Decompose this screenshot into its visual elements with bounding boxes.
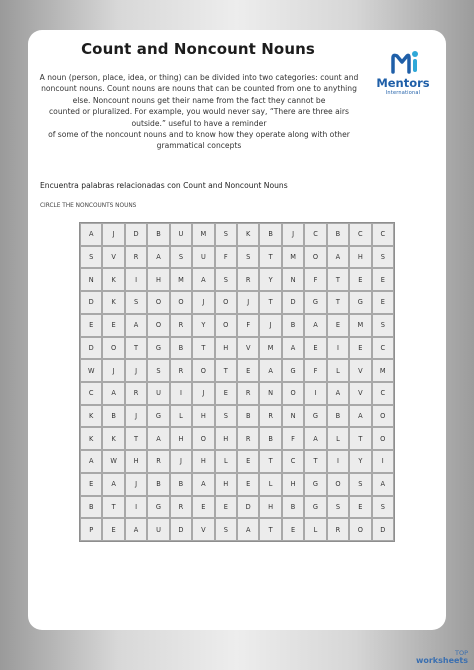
grid-cell[interactable]: U — [147, 518, 169, 541]
grid-cell[interactable]: M — [372, 359, 394, 382]
grid-cell[interactable]: S — [349, 473, 371, 496]
grid-cell[interactable]: T — [259, 291, 281, 314]
grid-cell[interactable]: A — [147, 246, 169, 269]
grid-cell[interactable]: R — [147, 450, 169, 473]
grid-cell[interactable]: B — [259, 427, 281, 450]
grid-cell[interactable]: P — [80, 518, 102, 541]
grid-cell[interactable]: L — [327, 359, 349, 382]
grid-cell[interactable]: E — [215, 496, 237, 519]
grid-cell[interactable]: H — [125, 450, 147, 473]
grid-cell[interactable]: M — [349, 314, 371, 337]
grid-cell[interactable]: S — [147, 359, 169, 382]
grid-cell[interactable]: H — [147, 268, 169, 291]
grid-cell[interactable]: L — [327, 427, 349, 450]
grid-cell[interactable]: J — [282, 223, 304, 246]
page-title: Count and Noncount Nouns — [81, 40, 315, 58]
grid-cell[interactable]: L — [259, 473, 281, 496]
logo-name: Mentors — [376, 76, 430, 90]
grid-cell[interactable]: A — [237, 518, 259, 541]
intro-line: counted or pluralized. For example, you would never say, “There are three airs — [49, 107, 349, 117]
grid-cell[interactable]: D — [80, 337, 102, 360]
grid-cell[interactable]: H — [215, 473, 237, 496]
grid-cell[interactable]: G — [349, 291, 371, 314]
grid-cell[interactable]: S — [80, 246, 102, 269]
grid-cell[interactable]: V — [349, 359, 371, 382]
grid-cell[interactable]: S — [327, 496, 349, 519]
grid-cell[interactable]: E — [349, 268, 371, 291]
grid-cell[interactable]: B — [327, 223, 349, 246]
grid-cell[interactable]: E — [372, 268, 394, 291]
grid-cell[interactable]: B — [147, 473, 169, 496]
grid-cell[interactable]: T — [102, 496, 124, 519]
grid-cell[interactable]: H — [215, 337, 237, 360]
grid-cell[interactable]: F — [237, 314, 259, 337]
grid-cell[interactable]: G — [147, 337, 169, 360]
grid-cell[interactable]: O — [215, 314, 237, 337]
logo-subtitle: International — [385, 90, 421, 96]
grid-cell[interactable]: H — [349, 246, 371, 269]
grid-cell[interactable]: Y — [192, 314, 214, 337]
grid-cell[interactable]: E — [102, 314, 124, 337]
grid-cell[interactable]: R — [237, 382, 259, 405]
grid-cell[interactable]: R — [170, 496, 192, 519]
grid-cell[interactable]: N — [282, 405, 304, 428]
grid-cell[interactable]: S — [170, 246, 192, 269]
grid-cell[interactable]: S — [372, 314, 394, 337]
grid-cell[interactable]: O — [192, 427, 214, 450]
grid-cell[interactable]: T — [259, 450, 281, 473]
grid-cell[interactable]: H — [192, 405, 214, 428]
grid-cell[interactable]: O — [215, 291, 237, 314]
grid-cell[interactable]: O — [327, 473, 349, 496]
grid-cell[interactable]: A — [102, 473, 124, 496]
grid-cell[interactable]: R — [170, 314, 192, 337]
grid-cell[interactable]: N — [259, 382, 281, 405]
grid-cell[interactable]: D — [170, 518, 192, 541]
grid-cell[interactable]: G — [147, 405, 169, 428]
grid-cell[interactable]: S — [125, 291, 147, 314]
grid-cell[interactable]: S — [215, 405, 237, 428]
grid-cell[interactable]: G — [304, 473, 326, 496]
grid-cell[interactable]: G — [304, 291, 326, 314]
grid-cell[interactable]: E — [282, 518, 304, 541]
grid-cell[interactable]: N — [80, 268, 102, 291]
grid-cell[interactable]: B — [147, 223, 169, 246]
grid-cell[interactable]: I — [304, 382, 326, 405]
grid-cell[interactable]: M — [192, 223, 214, 246]
grid-cell[interactable]: O — [304, 246, 326, 269]
grid-cell[interactable]: E — [304, 337, 326, 360]
grid-cell[interactable]: C — [372, 223, 394, 246]
grid-cell[interactable]: A — [102, 382, 124, 405]
grid-cell[interactable]: J — [102, 359, 124, 382]
grid-cell[interactable]: H — [215, 427, 237, 450]
grid-cell[interactable]: R — [125, 382, 147, 405]
grid-cell[interactable]: J — [237, 291, 259, 314]
grid-cell[interactable]: B — [327, 405, 349, 428]
grid-cell[interactable]: Y — [349, 450, 371, 473]
grid-cell[interactable]: A — [147, 427, 169, 450]
grid-cell[interactable]: C — [282, 450, 304, 473]
grid-cell[interactable]: A — [349, 405, 371, 428]
grid-cell[interactable]: W — [80, 359, 102, 382]
grid-cell[interactable]: T — [304, 450, 326, 473]
grid-cell[interactable]: I — [125, 268, 147, 291]
grid-cell[interactable]: U — [170, 223, 192, 246]
grid-cell[interactable]: G — [304, 405, 326, 428]
grid-cell[interactable]: B — [237, 405, 259, 428]
grid-cell[interactable]: I — [170, 382, 192, 405]
grid-cell[interactable]: G — [147, 496, 169, 519]
grid-cell[interactable]: A — [259, 359, 281, 382]
grid-cell[interactable]: K — [102, 427, 124, 450]
word-search-grid — [79, 222, 395, 542]
grid-cell[interactable]: I — [125, 496, 147, 519]
grid-cell[interactable]: R — [237, 268, 259, 291]
grid-cell[interactable]: A — [282, 337, 304, 360]
grid-cell[interactable]: J — [102, 223, 124, 246]
grid-cell[interactable]: B — [259, 223, 281, 246]
intro-line: noncount nouns. Count nouns are nouns that can be counted from one to anything — [41, 84, 357, 94]
grid-cell[interactable]: F — [215, 246, 237, 269]
grid-cell[interactable]: R — [259, 405, 281, 428]
grid-cell[interactable]: L — [304, 518, 326, 541]
activity-subtitle: Encuentra palabras relacionadas con Count and Noncount Nouns — [40, 181, 288, 190]
grid-cell[interactable]: V — [349, 382, 371, 405]
grid-cell[interactable]: R — [170, 359, 192, 382]
grid-cell[interactable]: E — [80, 473, 102, 496]
grid-cell[interactable]: N — [282, 268, 304, 291]
grid-cell[interactable]: M — [170, 268, 192, 291]
intro-line: of some of the noncount nouns and to know how they operate along with other — [48, 130, 350, 140]
grid-cell[interactable]: I — [327, 450, 349, 473]
grid-cell[interactable]: O — [170, 291, 192, 314]
grid-cell[interactable]: A — [192, 473, 214, 496]
grid-cell[interactable]: T — [327, 268, 349, 291]
intro-line: else. Noncount nouns get their name from the fact they cannot be — [72, 95, 326, 105]
grid-cell[interactable]: K — [80, 427, 102, 450]
grid-cell[interactable]: U — [147, 382, 169, 405]
grid-cell[interactable]: L — [170, 405, 192, 428]
grid-cell[interactable]: R — [125, 246, 147, 269]
grid-cell[interactable]: C — [304, 223, 326, 246]
grid-cell[interactable]: A — [125, 518, 147, 541]
grid-cell[interactable]: S — [215, 268, 237, 291]
grid-cell[interactable]: I — [327, 337, 349, 360]
grid-cell[interactable]: C — [372, 382, 394, 405]
grid-cell[interactable]: T — [259, 246, 281, 269]
grid-cell[interactable]: O — [349, 518, 371, 541]
brand-line-2: worksheets — [415, 656, 468, 665]
grid-cell[interactable]: H — [259, 496, 281, 519]
grid-cell[interactable]: I — [372, 450, 394, 473]
intro-line: outside.” useful to have a reminder — [131, 118, 267, 128]
grid-cell[interactable]: E — [237, 473, 259, 496]
grid-cell[interactable]: J — [125, 473, 147, 496]
grid-cell[interactable]: J — [192, 291, 214, 314]
grid-cell[interactable]: G — [304, 496, 326, 519]
grid-cell[interactable]: O — [147, 291, 169, 314]
grid-cell[interactable]: M — [282, 246, 304, 269]
grid-cell[interactable]: W — [102, 450, 124, 473]
grid-cell[interactable]: D — [372, 518, 394, 541]
grid-cell[interactable]: G — [282, 359, 304, 382]
grid-cell[interactable]: K — [102, 291, 124, 314]
grid-cell[interactable]: V — [192, 518, 214, 541]
grid-cell[interactable]: R — [237, 427, 259, 450]
grid-cell[interactable]: R — [327, 518, 349, 541]
grid-cell[interactable]: T — [327, 291, 349, 314]
grid-cell[interactable]: E — [80, 314, 102, 337]
grid-cell[interactable]: O — [282, 382, 304, 405]
grid-cell[interactable]: J — [125, 359, 147, 382]
grid-cell[interactable]: J — [170, 450, 192, 473]
grid-cell[interactable]: B — [80, 496, 102, 519]
grid-cell[interactable]: E — [349, 496, 371, 519]
grid-cell[interactable]: H — [192, 450, 214, 473]
grid-cell[interactable]: D — [80, 291, 102, 314]
activity-instruction: CIRCLE THE NONCOUNTS NOUNS — [40, 203, 137, 209]
grid-cell[interactable]: S — [237, 246, 259, 269]
grid-cell[interactable]: A — [327, 382, 349, 405]
grid-cell[interactable]: E — [327, 314, 349, 337]
worksheet-page — [28, 30, 446, 630]
grid-cell[interactable]: V — [102, 246, 124, 269]
grid-cell[interactable]: E — [237, 359, 259, 382]
grid-cell[interactable]: B — [102, 405, 124, 428]
grid-cell[interactable]: J — [125, 405, 147, 428]
grid-cell[interactable]: L — [215, 450, 237, 473]
grid-cell[interactable]: C — [349, 223, 371, 246]
grid-cell[interactable]: T — [125, 427, 147, 450]
grid-cell[interactable]: T — [125, 337, 147, 360]
grid-cell[interactable]: S — [372, 496, 394, 519]
grid-cell[interactable]: B — [170, 473, 192, 496]
grid-cell[interactable]: V — [237, 337, 259, 360]
grid-cell[interactable]: T — [215, 359, 237, 382]
grid-cell[interactable]: T — [349, 427, 371, 450]
grid-cell[interactable]: M — [259, 337, 281, 360]
grid-cell[interactable]: F — [304, 268, 326, 291]
grid-cell[interactable]: J — [192, 382, 214, 405]
grid-cell[interactable]: C — [372, 337, 394, 360]
grid-cell[interactable]: K — [102, 268, 124, 291]
grid-cell[interactable]: D — [282, 291, 304, 314]
grid-cell[interactable]: D — [237, 496, 259, 519]
grid-cell[interactable]: O — [372, 427, 394, 450]
grid-cell[interactable]: E — [102, 518, 124, 541]
grid-cell[interactable]: K — [237, 223, 259, 246]
grid-cell[interactable]: A — [372, 473, 394, 496]
grid-cell[interactable]: A — [80, 450, 102, 473]
grid-cell[interactable]: O — [102, 337, 124, 360]
grid-cell[interactable]: U — [192, 246, 214, 269]
grid-cell[interactable]: K — [80, 405, 102, 428]
grid-cell[interactable]: A — [304, 314, 326, 337]
grid-cell[interactable]: A — [80, 223, 102, 246]
grid-cell[interactable]: J — [259, 314, 281, 337]
brand-line-1: TOP — [454, 649, 468, 657]
intro-line: A noun (person, place, idea, or thing) can be divided into two categories: count and — [39, 73, 359, 82]
grid-cell[interactable]: O — [372, 405, 394, 428]
grid-cell[interactable]: A — [304, 427, 326, 450]
grid-cell[interactable]: H — [282, 473, 304, 496]
grid-cell[interactable]: E — [192, 496, 214, 519]
grid-cell[interactable]: F — [304, 359, 326, 382]
intro-line: grammatical concepts — [156, 141, 242, 151]
grid-cell[interactable]: T — [192, 337, 214, 360]
grid-cell[interactable]: C — [80, 382, 102, 405]
grid-cell[interactable]: S — [372, 246, 394, 269]
intro-paragraph — [36, 72, 362, 152]
grid-cell[interactable]: F — [282, 427, 304, 450]
grid-cell[interactable]: D — [125, 223, 147, 246]
mentors-logo-mark-icon — [390, 50, 420, 76]
grid-cell[interactable]: O — [147, 314, 169, 337]
grid-cell[interactable]: O — [192, 359, 214, 382]
grid-cell[interactable]: E — [237, 450, 259, 473]
grid-cell[interactable]: E — [372, 291, 394, 314]
grid-cell[interactable]: S — [215, 223, 237, 246]
grid-cell[interactable]: A — [327, 246, 349, 269]
grid-cell[interactable]: E — [349, 337, 371, 360]
grid-cell[interactable]: H — [170, 427, 192, 450]
grid-cell[interactable]: E — [215, 382, 237, 405]
grid-cell[interactable]: B — [282, 496, 304, 519]
grid-cell[interactable]: A — [192, 268, 214, 291]
grid-cell[interactable]: T — [259, 518, 281, 541]
grid-cell[interactable]: A — [125, 314, 147, 337]
grid-cell[interactable]: Y — [259, 268, 281, 291]
grid-cell[interactable]: B — [170, 337, 192, 360]
grid-cell[interactable]: B — [282, 314, 304, 337]
mentors-logo — [368, 50, 438, 106]
grid-cell[interactable]: S — [215, 518, 237, 541]
topworksheets-brand — [416, 649, 468, 665]
